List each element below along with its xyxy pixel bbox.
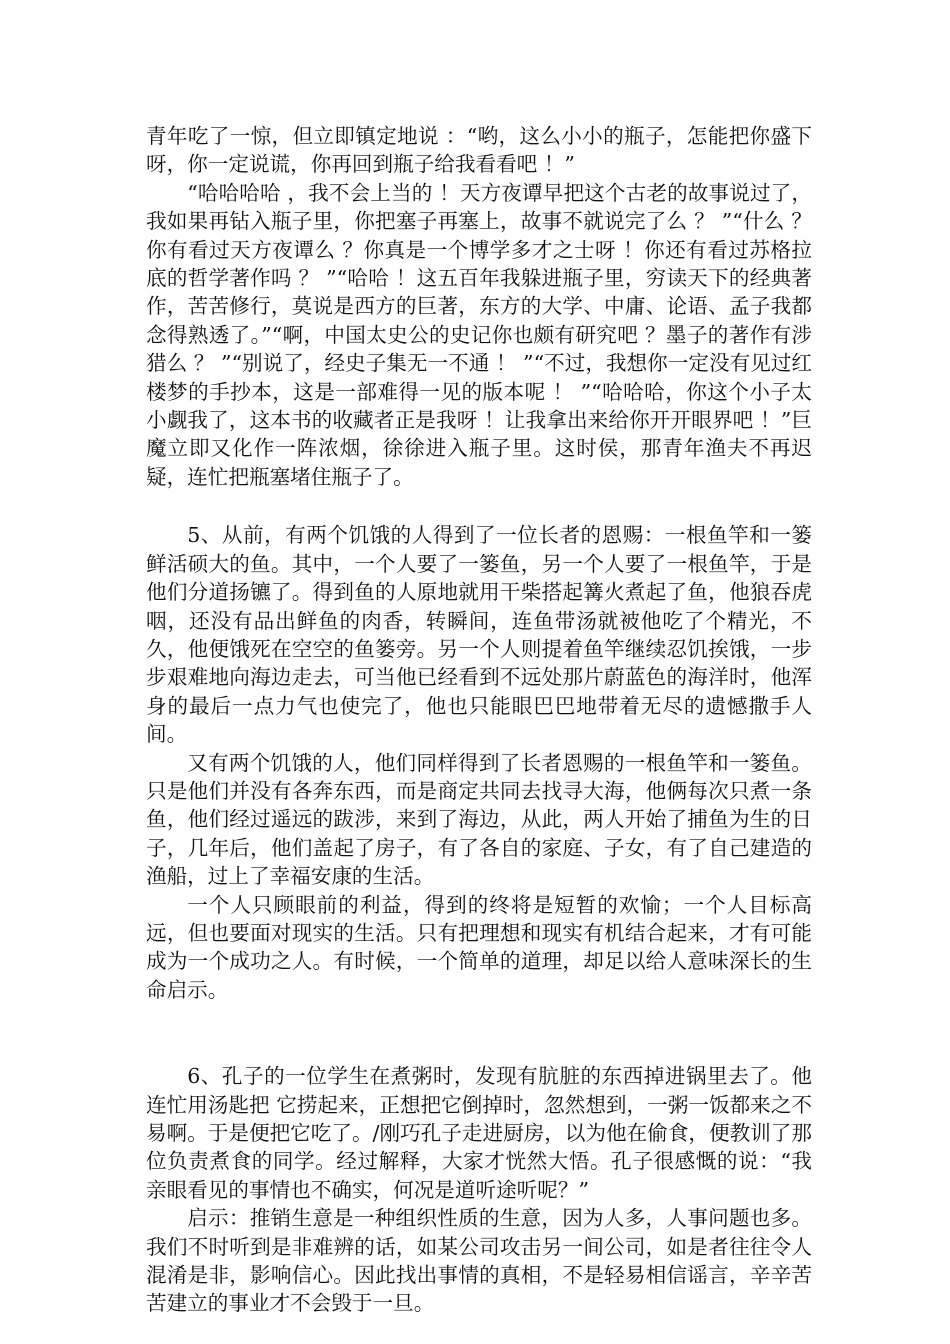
paragraph-story-6: 6、孔子的一位学生在煮粥时，发现有肮脏的东西掉进锅里去了。他连忙用汤匙把 它捞起来，正想把它倒掉时，忽然想到，一粥一饭都来之不易啊。于是便把它吃了。/刚巧孔子走进厨房，以为他在偷食，便教训了那位负责煮食的同学。经过解释，大家才恍然大悟。孔子很感慨的说：“我亲眼看见的事情也不确实，何况是道听途听呢？” (146, 1064, 812, 1202)
paragraph-genie-intro: 青年吃了一惊，但立即镇定地说 ：“哟，这么小小的瓶子，怎能把你盛下呀，你一定说谎，你再回到瓶子给我看看吧 ！” (146, 124, 812, 177)
paragraph-story-5-moral: 一个人只顾眼前的利益，得到的终将是短暂的欢愉；一个人目标高远，但也要面对现实的生活。只有把理想和现实有机结合起来，才有可能成为一个成功之人。有时候，一个简单的道理，却足以给人意味深长的生命启示。 (146, 892, 812, 1002)
paragraph-story-6-insight: 启示：推销生意是一种组织性质的生意，因为人多，人事问题也多。我们不时听到是非难辨的话，如某公司攻击另一间公司，如是者往往令人混淆是非，影响信心。因此找出事情的真相，不是轻易相信谣言，辛辛苦苦建立的事业才不会毁于一旦。 (146, 1206, 812, 1316)
paragraph-story-5-second: 又有两个饥饿的人，他们同样得到了长者恩赐的一根鱼竿和一篓鱼。只是他们并没有各奔东西，而是商定共同去找寻大海，他俩每次只煮一条鱼，他们经过遥远的跋涉，来到了海边，从此，两人开始了捕鱼为生的日子，几年后，他们盖起了房子，有了各自的家庭、子女，有了自己建造的渔船，过上了幸福安康的生活。 (146, 750, 812, 889)
paragraph-genie-dialogue: “哈哈哈哈 ，我不会上当的 ！天方夜谭早把这个古老的故事说过了，我如果再钻入瓶子里，你把塞子再塞上，故事不就说完了么 ？ ”“什么 ？你有看过天方夜谭么 ？你真是一个博学多才之士呀 ！你还有看过苏格拉底的哲学著作吗 ？ ”“哈哈 ！这五百年我躲进瓶子里，穷读天下的经典著作，苦苦修行，莫说是西方的巨著，东方的大学、中庸、论语、孟子我都念得熟透了。”“啊，中国太史公的史记你也颇有研究吧 ？墨子的著作有涉猎么 ？ ”“别说了，经史子集无一不通 ！ ”“不过，我想你一定没有见过红楼梦的手抄本，这是一部难得一见的版本呢 ！ ”“哈哈哈，你这个小子太小觑我了，这本书的收藏者正是我呀 ！让我拿出来给你开开眼界吧 ！”巨魔立即又化作一阵浓烟，徐徐进入瓶子里。这时侯，那青年渔夫不再迟疑，连忙把瓶塞堵住瓶子了。 (146, 180, 812, 489)
paragraph-story-5: 5、从前，有两个饥饿的人得到了一位长者的恩赐：一根鱼竿和一篓鲜活硕大的鱼。其中，一个人要了一篓鱼，另一个人要了一根鱼竿，于是他们分道扬镳了。得到鱼的人原地就用干柴搭起篝火煮起了鱼，他狼吞虎咽，还没有品出鲜鱼的肉香，转瞬间，连鱼带汤就被他吃了个精光，不久，他便饿死在空空的鱼篓旁。另一个人则提着鱼竿继续忍饥挨饿，一步步艰难地向海边走去，可当他已经看到不远处那片蔚蓝色的海洋时，他浑身的最后一点力气也使完了，他也只能眼巴巴地带着无尽的遗憾撒手人间。 (146, 523, 812, 747)
document-page (146, 122, 812, 1318)
